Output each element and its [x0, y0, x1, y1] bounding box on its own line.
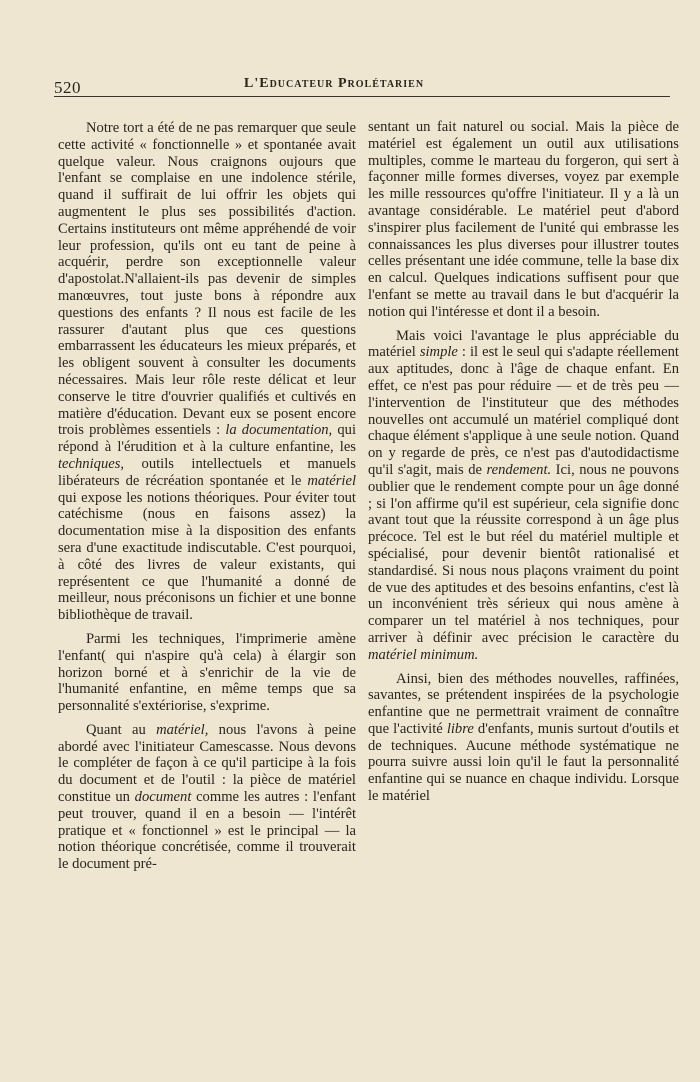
paragraph: Quant au matériel, nous l'avons à peine abordé avec l'initiateur Camescasse. Nous devons le compléter de façon à ce qu'il participe à la fois du document et de l'outil : la pièce de matériel constitue un document comme les autres : l'enfant peut trouver, quand il en a besoin — l'intérêt pratique et « fonctionnel » est le principal — la notion théorique concrétisée, comme il trouverait le document pré- — [58, 721, 356, 873]
running-header — [54, 74, 670, 97]
paragraph: Mais voici l'avantage le plus appréciable du matériel simple : il est le seul qui s'adapte réellement aux aptitudes, donc à l'âge de chaque enfant. En effet, ce n'est pas pour réduire — et de très peu — l'intervention de l'instituteur que des méthodes nouvelles ont accumulé un matériel compliqué dont chaque élément s'applique à une seule notion. Quand on y regarde de près, ce n'est pas d'autodidactisme qu'il s'agit, mais de rendement. Ici, nous ne pouvons oublier que le rendement compte pour un âge donné ; si l'on affirme qu'il est supérieur, cela signifie donc avant tout que la réussite correspond à un âge plus précoce. Tel est le but réel du matériel multiple et spécialisé, pour devenir bientôt rationalisé et standardisé. Si nous nous plaçons vraiment du point de vue des aptitudes et des besoins enfantins, c'est là un inconvénient très sérieux qui nous amène à comparer un tel matériel à nos techniques, pour arriver à définir avec précision le caractère du matériel minimum. — [368, 327, 679, 663]
left-column — [58, 120, 356, 873]
right-column — [368, 119, 679, 805]
paragraph: Notre tort a été de ne pas remarquer que seule cette activité « fonctionnelle » et spontanée avait quelque valeur. Nous craignons oujours que l'enfant se complaise en une indolence stérile, quand il suffirait de lui offrir les objets qui augmentent le plus ses possibilités d'action. Certains instituteurs ont même appréhendé de voir leur profession, qu'ils ont eu tant de peine à acquérir, perdre son exceptionnelle valeur d'apostolat.N'allaient-ils pas devenir de simples manœuvres, tout juste bons à répondre aux questions des enfants ? Il nous est facile de les rassurer d'autant plus que ces questions embarrassent les éducateurs les mieux préparés, et les obligent souvent à consulter les documents nécessaires. Mais leur rôle reste délicat et leur conserve le titre d'ouvrier qualifiés et cultivés en matière d'éducation. Devant eux se posent encore trois problèmes essentiels : la documentation, qui répond à l'érudition et à la culture enfantine, les techniques, outils intellectuels et manuels libérateurs de récréation spontanée et le matériel qui expose les notions théoriques. Pour éviter tout catéchisme (nous en faisons assez) la documentation mise à la disposition des enfants sera d'une exactitude indiscutable. C'est pourquoi, à côté des livres de valeur existants, qui représentent ce que l'humanité a donné de meilleur, nous préconisons un fichier et une bonne bibliothèque de travail. — [58, 120, 356, 624]
paragraph: Parmi les techniques, l'imprimerie amène l'enfant( qui n'aspire qu'à cela) à élargir son horizon borné et à s'enrichir de la vie de l'humanité enfantine, en même temps que sa personnalité s'extériorise, s'exprime. — [58, 630, 356, 715]
paragraph: Ainsi, bien des méthodes nouvelles, raffinées, savantes, se prétendent inspirées de la psychologie enfantine que ne permettrait vraiment de connaître que l'activité libre d'enfants, munis surtout d'outils et de techniques. Aucune méthode systématique ne pourra suivre aussi loin qu'il le faut la personnalité enfantine qui se nuance en chaque individu. Lorsque le matériel — [368, 670, 679, 805]
paragraph: sentant un fait naturel ou social. Mais la pièce de matériel est également un outil aux utilisations multiples, comme le marteau du forgeron, qui sert à façonner mille formes diverses, voyez par exemple les mille ressources qu'offre l'initiateur. Il y a là un avantage considérable. Le matériel peut d'abord s'inspirer plus facilement de l'unité qui embrasse les connaissances les plus diverses pour illustrer toutes celles présentant une idée commune, telle la base dix en calcul. Quelques indications suffisent pour que l'enfant se mette au travail dans le but d'acquérir la notion qui l'intéresse et dont il a besoin. — [368, 119, 679, 320]
journal-title: L'Educateur Prolétarien — [244, 76, 425, 91]
page-number: 520 — [54, 78, 81, 97]
